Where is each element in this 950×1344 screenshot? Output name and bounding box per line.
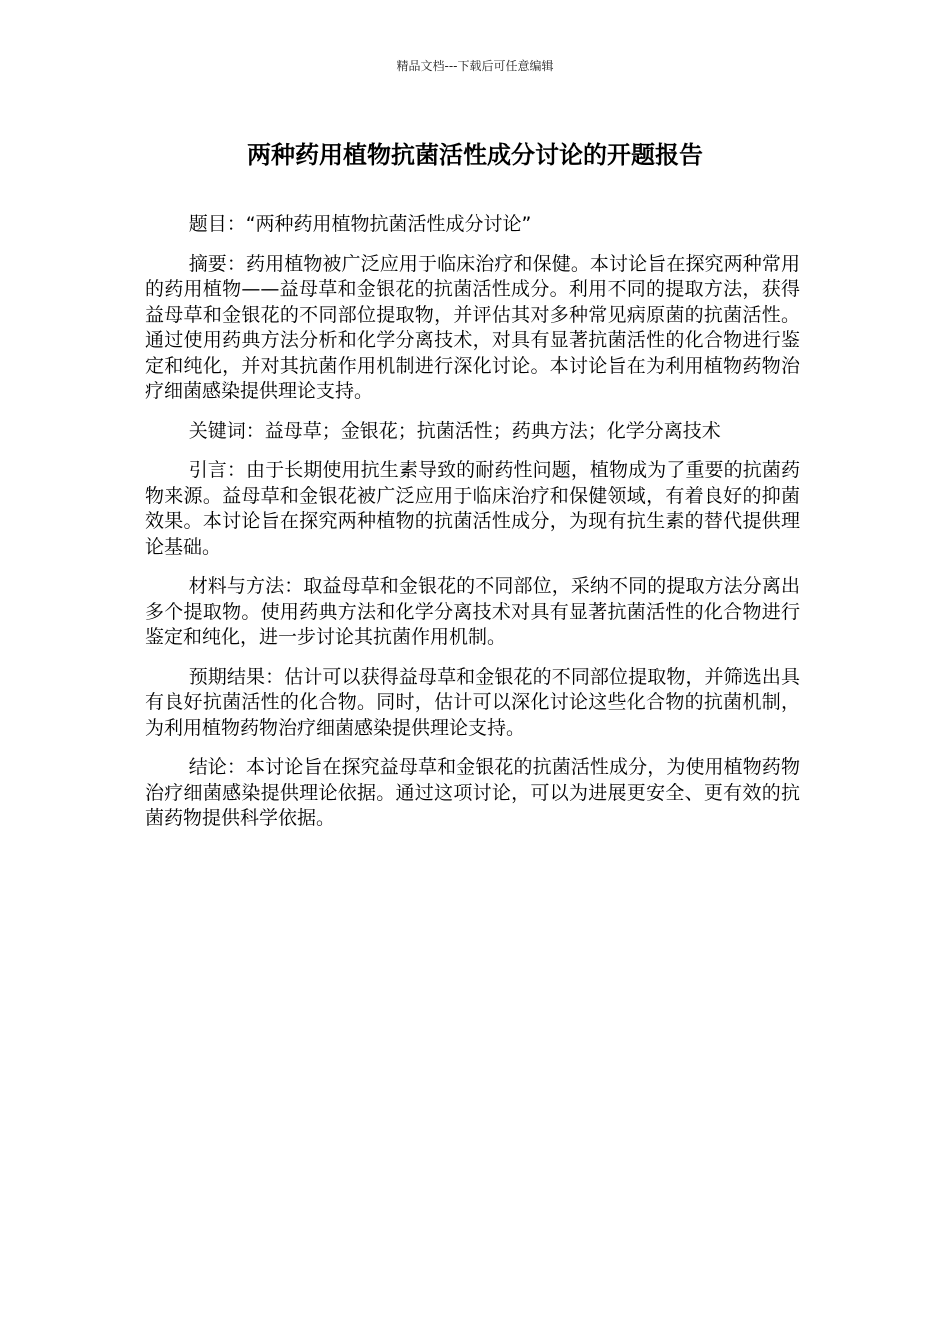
expected-results-paragraph: 预期结果：估计可以获得益母草和金银花的不同部位提取物，并筛选出具有良好抗菌活性的化合物。同时，估计可以深化讨论这些化合物的抗菌机制，为利用植物药物治疗细菌感染提供理论支持。 [145, 665, 800, 739]
document-body [145, 212, 800, 846]
introduction-paragraph: 引言：由于长期使用抗生素导致的耐药性问题，植物成为了重要的抗菌药物来源。益母草和金银花被广泛应用于临床治疗和保健领域，有着良好的抑菌效果。本讨论旨在探究两种植物的抗菌活性成分，为现有抗生素的替代提供理论基础。 [145, 459, 800, 558]
page-header: 精品文档---下载后可任意编辑 [396, 59, 554, 73]
methods-paragraph: 材料与方法：取益母草和金银花的不同部位，采纳不同的提取方法分离出多个提取物。使用药典方法和化学分离技术对具有显著抗菌活性的化合物进行鉴定和纯化，进一步讨论其抗菌作用机制。 [145, 575, 800, 648]
abstract-paragraph: 摘要：药用植物被广泛应用于临床治疗和保健。本讨论旨在探究两种常用的药用植物——益母草和金银花的抗菌活性成分。利用不同的提取方法，获得益母草和金银花的不同部位提取物，并评估其对多种常见病原菌的抗菌活性。通过使用药典方法分析和化学分离技术，对具有显著抗菌活性的化合物进行鉴定和纯化，并对其抗菌作用机制进行深化讨论。本讨论旨在为利用植物药物治疗细菌感染提供理论支持。 [145, 252, 800, 402]
conclusion-paragraph: 结论：本讨论旨在探究益母草和金银花的抗菌活性成分，为使用植物药物治疗细菌感染提供理论依据。通过这项讨论，可以为进展更安全、更有效的抗菌药物提供科学依据。 [145, 756, 800, 829]
keywords-paragraph: 关键词：益母草；金银花；抗菌活性；药典方法；化学分离技术 [188, 419, 721, 442]
document-title: 两种药用植物抗菌活性成分讨论的开题报告 [247, 141, 703, 169]
topic-paragraph: 题目：“两种药用植物抗菌活性成分讨论” [188, 213, 532, 235]
